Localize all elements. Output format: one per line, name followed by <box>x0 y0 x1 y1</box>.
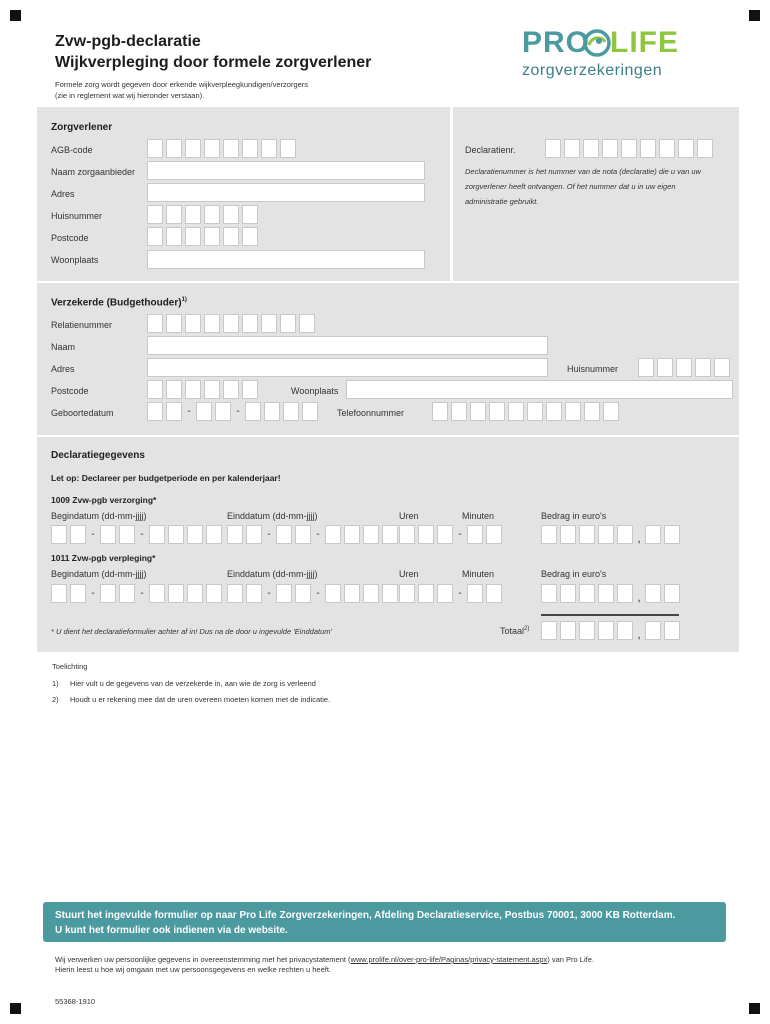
logo-pro: PRO <box>522 26 591 59</box>
declaratie-footnote: * U dient het declaratieformulier achter af in! Dus na de door u ingevulde 'Einddatum' <box>51 627 332 636</box>
uren-label: Uren <box>399 569 419 579</box>
verzekerde-panel <box>37 283 739 435</box>
huisnummer-label: Huisnummer <box>51 211 103 221</box>
row1-begindatum-input[interactable]: - - <box>51 525 222 544</box>
woonplaats-label: Woonplaats <box>291 386 339 396</box>
naam-label: Naam <box>51 342 76 352</box>
totaal-input[interactable]: , <box>541 621 680 640</box>
begindatum-label: Begindatum (dd-mm-jjjj) <box>51 511 147 521</box>
banner-line-2: U kunt het formulier ook indienen via de website. <box>55 925 288 936</box>
logo-life: LIFE <box>610 26 680 59</box>
bedrag-label: Bedrag in euro's <box>541 569 607 579</box>
row2-einddatum-input[interactable]: - - <box>227 584 398 603</box>
logo-tagline: zorgverzekeringen <box>522 62 663 79</box>
adres-input[interactable] <box>147 358 548 377</box>
huisnummer-label: Huisnummer <box>567 364 619 374</box>
relatienummer-input[interactable] <box>147 314 315 333</box>
huisnummer-input[interactable] <box>638 358 730 377</box>
form-code: 55368-1910 <box>55 997 96 1006</box>
declaratie-panel <box>37 437 739 652</box>
postcode-input[interactable] <box>147 380 258 399</box>
registration-mark <box>749 10 760 21</box>
geboortedatum-input[interactable]: - - <box>147 402 318 421</box>
row1-title: 1009 Zvw-pgb verzorging* <box>51 495 157 505</box>
begindatum-label: Begindatum (dd-mm-jjjj) <box>51 569 147 579</box>
uren-label: Uren <box>399 511 419 521</box>
einddatum-label: Einddatum (dd-mm-jjjj) <box>227 569 318 579</box>
row1-uren-minuten-input[interactable]: - <box>399 525 502 544</box>
subtitle-line-2: (zie in reglement wat wij hieronder verstaan). <box>55 91 205 100</box>
submission-banner <box>43 902 726 942</box>
row1-einddatum-input[interactable]: - - <box>227 525 398 544</box>
woonplaats-input[interactable] <box>147 250 425 269</box>
relatienummer-label: Relatienummer <box>51 320 113 330</box>
declaratienr-input[interactable] <box>545 139 713 158</box>
minuten-label: Minuten <box>462 511 495 521</box>
total-divider-line <box>541 614 679 616</box>
title-line-1: Zvw-pgb-declaratie <box>55 33 201 50</box>
zorgverlener-heading: Zorgverlener <box>51 122 113 133</box>
registration-mark <box>10 1003 21 1014</box>
toelichting-item-1-text: Hier vult u de gegevens van de verzekerde in, aan wie de zorg is verleend <box>70 679 316 688</box>
logo-emblem-icon <box>580 28 614 58</box>
row2-uren-minuten-input[interactable]: - <box>399 584 502 603</box>
postcode-label: Postcode <box>51 386 89 396</box>
prolife-logo <box>522 26 697 80</box>
row2-bedrag-input[interactable]: , <box>541 584 680 603</box>
totaal-label: Totaal$^{2)}$ <box>500 626 530 636</box>
title-line-2: Wijkverpleging door formele zorgverlener <box>55 54 372 71</box>
declaratie-heading: Declaratiegegevens <box>51 450 145 461</box>
zorgverlener-panel <box>37 107 739 281</box>
adres-input[interactable] <box>147 183 425 202</box>
registration-mark <box>749 1003 760 1014</box>
bedrag-label: Bedrag in euro's <box>541 511 607 521</box>
toelichting-item-2-text: Houdt u er rekening mee dat de uren overeen moeten komen met de indicatie. <box>70 695 331 704</box>
geboortedatum-label: Geboortedatum <box>51 408 114 418</box>
letop-text: Let op: Declareer per budgetperiode en per kalenderjaar! <box>51 473 281 483</box>
einddatum-label: Einddatum (dd-mm-jjjj) <box>227 511 318 521</box>
declaratienr-label: Declaratienr. <box>465 145 516 155</box>
telefoon-input[interactable] <box>432 402 619 421</box>
privacy-statement: Wij verwerken uw persoonlijke gegevens in overeenstemming met het privacystatement (www.prolife.nl/over-pro-life/Paginas/privacy-statement.aspx) van Pro Life. Hierin leest u hoe wij omgaan met uw persoonsgegevens en welke rechten u heeft. <box>55 955 594 974</box>
naam-zorgaanbieder-label: Naam zorgaanbieder <box>51 167 136 177</box>
postcode-input[interactable] <box>147 227 258 246</box>
minuten-label: Minuten <box>462 569 495 579</box>
toelichting-heading: Toelichting <box>52 662 88 671</box>
row2-begindatum-input[interactable]: - - <box>51 584 222 603</box>
row2-title: 1011 Zvw-pgb verpleging* <box>51 553 156 563</box>
privacy-link[interactable]: www.prolife.nl/over-pro-life/Paginas/privacy-statement.aspx <box>350 955 548 964</box>
agb-label: AGB-code <box>51 145 93 155</box>
declaratienr-note: Declaratienummer is het nummer van de nota (declaratie) die u van uw zorgverlener heeft ontvangen. Of het nummer dat u in uw eigen administratie gebruikt. <box>465 167 701 206</box>
adres-label: Adres <box>51 189 75 199</box>
toelichting-item-2-num: 2) <box>52 695 59 704</box>
banner-line-1: Stuurt het ingevulde formulier op naar Pro Life Zorgverzekeringen, Afdeling Declaratieservice, Postbus 70001, 3000 KB Rotterdam. <box>55 910 676 921</box>
subtitle-line-1: Formele zorg wordt gegeven door erkende wijkverpleegkundigen/verzorgers <box>55 80 309 89</box>
huisnummer-input[interactable] <box>147 205 258 224</box>
page-header <box>55 31 371 101</box>
registration-mark <box>10 10 21 21</box>
naam-input[interactable] <box>147 336 548 355</box>
postcode-label: Postcode <box>51 233 89 243</box>
woonplaats-label: Woonplaats <box>51 255 99 265</box>
row1-bedrag-input[interactable]: , <box>541 525 680 544</box>
toelichting-item-1-num: 1) <box>52 679 59 688</box>
naam-zorgaanbieder-input[interactable] <box>147 161 425 180</box>
verzekerde-heading: Verzekerde (Budgethouder)$^{1)}$ <box>51 297 187 309</box>
agb-input[interactable] <box>147 139 296 158</box>
telefoon-label: Telefoonnummer <box>337 408 405 418</box>
woonplaats-input[interactable] <box>346 380 733 399</box>
panel-divider <box>450 107 453 281</box>
adres-label: Adres <box>51 364 75 374</box>
